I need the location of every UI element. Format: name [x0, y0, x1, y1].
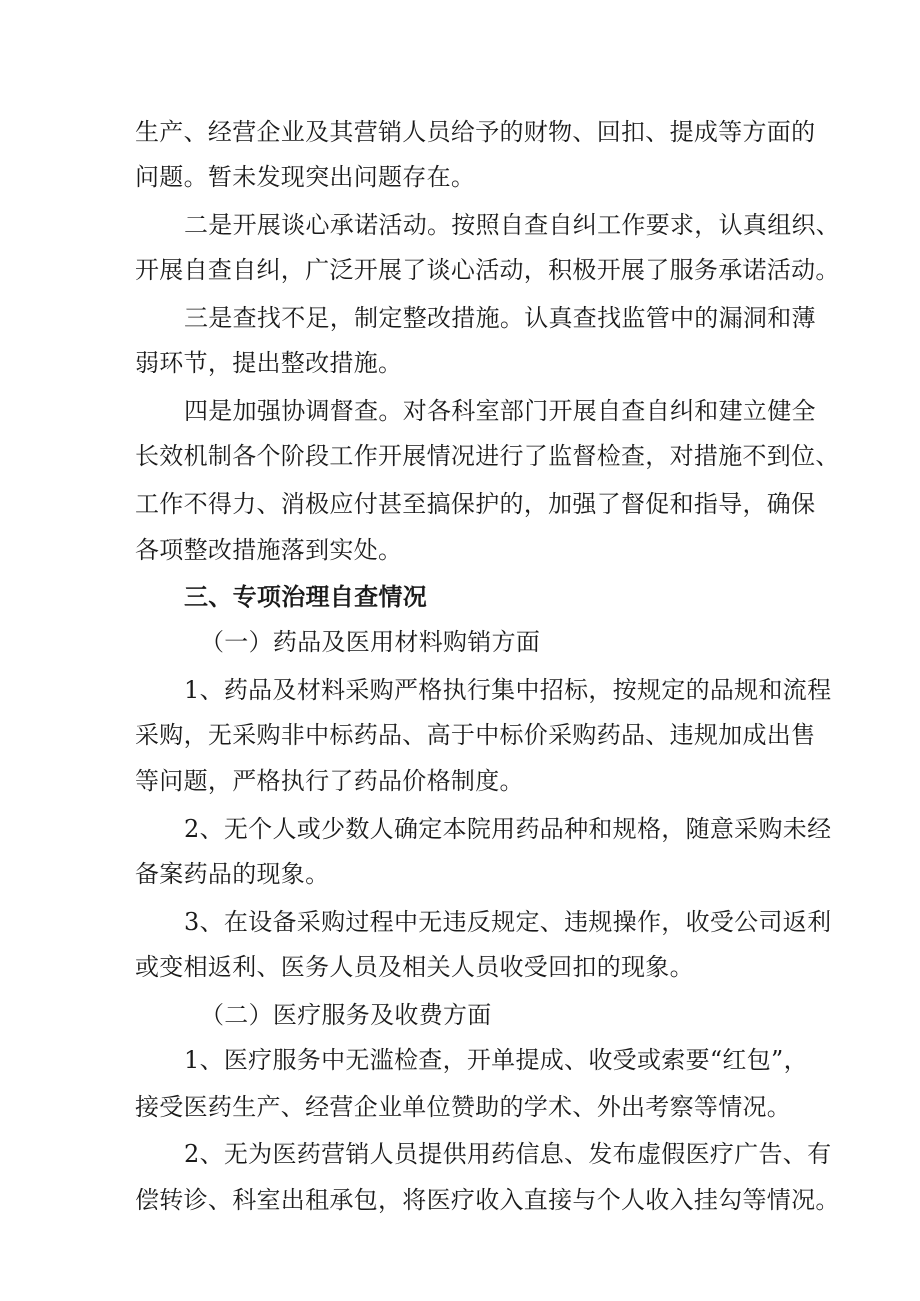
text-line: 2、无为医药营销人员提供用药信息、发布虚假医疗广告、有 — [184, 1140, 832, 1168]
text-line: 开展自查自纠，广泛开展了谈心活动，积极开展了服务承诺活动。 — [135, 256, 840, 284]
text-line: 工作不得力、消极应付甚至搞保护的，加强了督促和指导，确保 — [135, 490, 816, 518]
text-line: 生产、经营企业及其营销人员给予的财物、回扣、提成等方面的 — [135, 118, 816, 146]
text-line: 三是查找不足，制定整改措施。认真查找监管中的漏洞和薄 — [184, 304, 816, 332]
text-line: 采购，无采购非中标药品、高于中标价采购药品、违规加成出售 — [135, 721, 816, 749]
text-line: 备案药品的现象。 — [135, 860, 330, 888]
text-line: 四是加强协调督查。对各科室部门开展自查自纠和建立健全 — [184, 397, 816, 425]
text-line: 接受医药生产、经营企业单位赞助的学术、外出考察等情况。 — [135, 1093, 792, 1121]
text-line: 1、医疗服务中无滥检查，开单提成、收受或索要“红包”， — [184, 1046, 808, 1074]
subsection-heading: （二）医疗服务及收费方面 — [200, 1001, 492, 1029]
text-line: 偿转诊、科室出租承包，将医疗收入直接与个人收入挂勾等情况。 — [135, 1186, 840, 1214]
text-line: 长效机制各个阶段工作开展情况进行了监督检查，对措施不到位、 — [135, 442, 840, 470]
text-line: 2、无个人或少数人确定本院用药品种和规格，随意采购未经 — [184, 815, 832, 843]
text-line: 二是开展谈心承诺活动。按照自查自纠工作要求，认真组织、 — [184, 211, 841, 239]
text-line: 3、在设备采购过程中无违反规定、违规操作，收受公司返利 — [184, 908, 832, 936]
section-heading: 三、专项治理自查情况 — [184, 583, 427, 611]
text-line: 各项整改措施落到实处。 — [135, 536, 403, 564]
text-line: 1、药品及材料采购严格执行集中招标，按规定的品规和流程 — [184, 676, 832, 704]
text-line: 或变相返利、医务人员及相关人员收受回扣的现象。 — [135, 953, 694, 981]
subsection-heading: （一）药品及医用材料购销方面 — [200, 628, 541, 656]
text-line: 弱环节，提出整改措施。 — [135, 349, 403, 377]
text-line: 等问题，严格执行了药品价格制度。 — [135, 767, 524, 795]
text-line: 问题。暂未发现突出问题存在。 — [135, 163, 476, 191]
